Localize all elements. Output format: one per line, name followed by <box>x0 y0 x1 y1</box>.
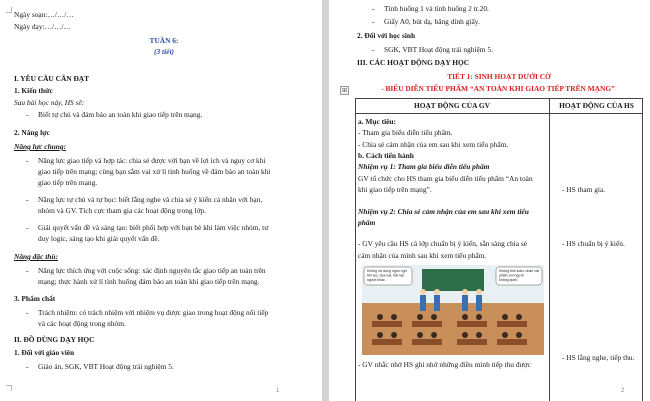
page-number: 1 <box>276 388 280 394</box>
section-heading: I. YÊU CẦU CẦN ĐẠT <box>14 74 90 83</box>
bullet-dash: - <box>26 308 29 317</box>
subsection-heading: 3. Phẩm chất <box>14 294 56 303</box>
bullet-text-line: Năng lực tự chủ và tự học: biết lắng nghe và chia sẻ ý kiến cá nhân với bạn, <box>38 195 263 204</box>
section-heading: II. ĐỒ DÙNG DẠY HỌC <box>14 335 95 344</box>
bullet-text: Tình huống 1 và tình huống 2 tr.20. <box>384 4 489 13</box>
bullet-dash: - <box>372 45 375 54</box>
section-heading: III. CÁC HOẠT ĐỘNG DẠY HỌC <box>357 58 470 67</box>
table-header-student: HOẠT ĐỘNG CỦA HS <box>559 101 634 110</box>
bullet-text-line: Năng lực giao tiếp và hợp tác: chia sẻ được với bạn về lợi ích và nguy cơ khi <box>38 156 266 165</box>
bullet-dash: - <box>26 223 29 232</box>
periods: (3 tiết) <box>154 47 174 56</box>
subsection-heading: 1. Kiến thức <box>14 86 53 95</box>
task2-text-line: - GV yêu cầu HS cả lớp chuẩn bị ý kiến, sẵn sàng chia sẻ <box>358 239 527 248</box>
bullet-dash: - <box>26 110 29 119</box>
speech-bubble-left: Không sử dụng ngôn ngữ thô tục, dọa nạt, bắt nạt người khác. <box>367 269 407 282</box>
procedure-heading: b. Cách tiến hành <box>358 151 414 160</box>
lesson-subtitle: - BIỂU DIỄN TIỂU PHẨM “AN TOÀN KHI GIAO TIẾP TRÊN MẠNG” <box>381 84 615 93</box>
bullet-dash: - <box>26 362 29 371</box>
teacher-reminder: - GV nhắc nhở HS ghi nhớ những điều mình tiếp thu được <box>358 360 531 369</box>
week-title: TUẦN 6: <box>149 36 179 45</box>
page-number: 2 <box>621 388 625 394</box>
subsection-heading: 2. Năng lực <box>14 128 50 137</box>
bullet-text-line: Giải quyết vấn đề và sáng tạo: biết phối hợp với bạn bè khi làm việc nhóm, tư <box>38 223 269 232</box>
bullet-text: Giáo án, SGK, VBT Hoạt động trải nghiệm 5. <box>38 362 174 371</box>
bullet-text-line: Năng lực thích ứng với cuộc sống: xác định nguyên tắc giao tiếp an toàn trên <box>38 266 266 275</box>
teach-date: Ngày dạy:…/…/… <box>14 22 71 31</box>
bullet-text-line: giao tiếp trên mạng; cùng bạn sắm vai xử lí tình huống về đảm bảo an toàn khi <box>38 167 271 176</box>
student-activity: - HS lắng nghe, tiếp thu. <box>562 353 635 362</box>
bullet-text-line: Trách nhiệm: có trách nhiệm với nhiệm vụ được giao trong hoạt động nối tiếp <box>38 308 269 317</box>
bullet-dash: - <box>372 17 375 26</box>
student-activity: - HS tham gia. <box>562 185 606 194</box>
bullet-dash: - <box>26 195 29 204</box>
prep-date: Ngày soạn:…/…/… <box>14 10 74 19</box>
student-activity: - HS chuẩn bị ý kiến. <box>562 239 625 248</box>
bullet-text-line: và các hoạt động trong nhóm. <box>38 319 126 328</box>
bullet-text-line: nhóm và GV. Tích cực tham gia các hoạt động trong lớp. <box>38 206 206 215</box>
table-column-divider <box>549 98 550 401</box>
classroom-illustration <box>362 265 544 355</box>
bullet-text-line: giao tiếp trên mạng. <box>38 178 98 187</box>
bullet-dash: - <box>26 156 29 165</box>
subsection-heading: 1. Đối với giáo viên <box>14 348 75 357</box>
table-row-divider <box>355 113 643 114</box>
task1-text-line: khi giao tiếp trên mạng”. <box>358 185 432 194</box>
label-general-competence: Năng lực chung: <box>14 142 67 151</box>
bullet-dash: - <box>26 266 29 275</box>
bullet-text: SGK, VBT Hoạt động trải nghiệm 5. <box>384 45 493 54</box>
margin-mark <box>6 7 12 13</box>
margin-mark <box>6 385 12 391</box>
bullet-text-line: duy logic, sáng tạo khi giải quyết vấn đề. <box>38 234 160 243</box>
objective-line: - Chia sẻ cảm nhận của em sau khi xem tiểu phẩm. <box>358 140 509 149</box>
subsection-heading: 2. Đối với học sinh <box>357 31 416 40</box>
objective-line: - Tham gia biểu diễn tiểu phẩm. <box>358 128 453 137</box>
task1-heading: Nhiệm vụ 1: Tham gia biểu diễn tiểu phẩm <box>358 162 490 171</box>
bullet-text-line: mạng; thực hành xử lí tình huống đảm bảo an toàn khi giao tiếp trên mạng. <box>38 277 260 286</box>
task2-heading-line: phẩm <box>358 218 376 227</box>
lesson-title: TIẾT 1: SINH HOẠT DƯỚI CỜ <box>447 72 551 81</box>
intro-text: Sau bài học này, HS sẽ: <box>14 98 85 107</box>
label-specific-competence: Năng đặc thù: <box>14 252 58 261</box>
task2-heading-line: Nhiệm vụ 2: Chia sẻ cảm nhận của em sau khi xem tiểu <box>358 207 529 216</box>
objective-heading: a. Mục tiêu: <box>358 117 396 126</box>
task2-text-line: cảm nhận của mình sau khi xem tiểu phẩm. <box>358 251 487 260</box>
speech-bubble-right: Không tinh toán, nhận vật phẩm với người không quen. <box>499 269 539 282</box>
bullet-text: Biết tự chủ và đảm bảo an toàn khi giao tiếp trên mạng. <box>38 110 203 119</box>
table-move-handle[interactable]: ⊞ <box>341 87 348 94</box>
bullet-text: Giấy A0, bút dạ, băng dính giấy. <box>384 17 480 26</box>
bullet-dash: - <box>372 4 375 13</box>
table-header-teacher: HOẠT ĐỘNG CỦA GV <box>413 101 491 110</box>
task1-text-line: GV tổ chức cho HS tham gia biểu diễn tiểu phẩm “An toàn <box>358 174 533 183</box>
